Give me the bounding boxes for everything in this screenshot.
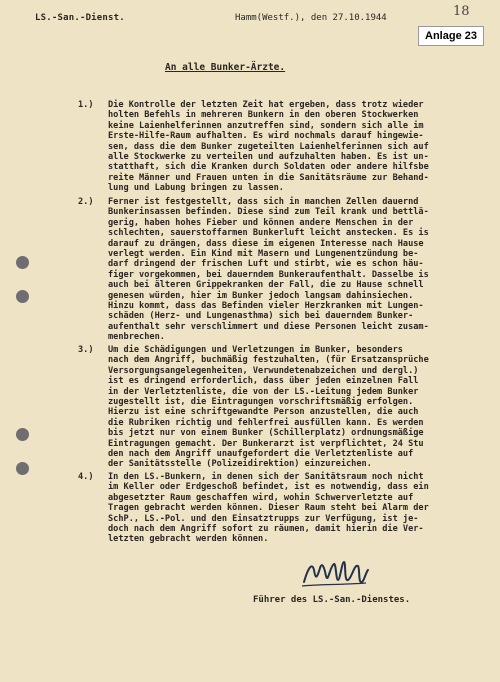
punch-hole: [16, 256, 29, 269]
punch-hole: [16, 428, 29, 441]
paragraph-text: Um die Schädigungen und Verletzungen im Bunker, besonders nach dem Angriff, buchmäßig festzuhalten, (für Ersatzansprüche Versorgungsangelegenheiten, Verwundetenabzeichen und dergl.) ist es dringend erforderlich, dass über jeden einzelnen Fall in der Verletztenliste, die von der LS.-Leitung jedem Bunker zugestellt ist, die Eintragungen vorschriftsmäßig erfolgen. Hierzu ist eine schriftgewandte Person anzustellen, die auch die Rubriken richtig und fehlerfrei ausfüllen kann. Es werden bis jetzt nur von einem Bunker (Schillerplatz) ordnungsmäßige Eintragungen gemacht. Der Bunkerarzt ist verpflichtet, 24 Stu den nach dem Angriff unaufgefordert die Verletztenliste auf der Sanitätsstelle (Polizeidirektion) einzureichen.: [108, 345, 429, 470]
paragraph-number: 2.): [78, 197, 94, 207]
unit-header: LS.-San.-Dienst.: [35, 13, 125, 23]
paragraph-text: Ferner ist festgestellt, dass sich in manchen Zellen dauernd Bunkerinsassen befinden. Diese sind zum Teil krank und bettlä- gerig, haben hohes Fieber und können andere Menschen in der schlechten, sauerstoffarmen Bunkerluft leicht anstecken. Es is darauf zu drängen, dass diese im eigenen Interesse nach Hause verlegt werden. Ein Kind mit Masern und Lungenentzündung be- darf dringend der frischen Luft und stirbt, wie es schon häu- figer vorgekommen, bei dauerndem Bunkeraufenthalt. Dasselbe is auch bei älteren Grippekranken der Fall, die zu Hause schnell genesen würden, hier im Bunker jedoch langsam dahinsiechen. Hinzu kommt, dass das Befinden vieler Herzkranken mit Lungen- schäden (Herz- und Lungenasthma) sich bei dauerndem Bunker- aufenthalt sehr verschlimmert und diese Personen leicht zusam- menbrechen.: [108, 197, 429, 343]
paragraph-text: Die Kontrolle der letzten Zeit hat ergeben, dass trotz wieder holten Befehls in mehreren Bunkern in den oberen Stockwerken keine Laienhelferinnen anzutreffen sind, sondern sich alle im Erste-Hilfe-Raum aufhalten. Es wird nochmals darauf hingewie- sen, dass die dem Bunker zugeteilten Laienhelferinnen sich auf alle Stockwerke zu verteilen und aufzuhalten haben. Es ist un- statthaft, sich die Kranken durch Soldaten oder andere hilfsbe reite Männer und Frauen unten in die Sanitätsräume zur Behand- lung und Labung bringen zu lassen.: [108, 100, 429, 194]
paragraph-number: 3.): [78, 345, 94, 355]
paragraph-number: 4.): [78, 472, 94, 482]
paragraph-number: 1.): [78, 100, 94, 110]
paragraph-4: [78, 472, 494, 545]
page-number: 18: [453, 4, 470, 19]
place-date: Hamm(Westf.), den 27.10.1944: [235, 13, 387, 23]
handwritten-signature: [300, 558, 370, 590]
document-title: An alle Bunker-Ärzte.: [165, 62, 286, 73]
paragraph-3: [78, 345, 494, 470]
paragraph-2: [78, 197, 494, 343]
paragraph-text: In den LS.-Bunkern, in denen sich der Sanitätsraum noch nicht im Keller oder Erdgeschoß befindet, ist es notwendig, dass ein abgesetzter Raum geschaffen wird, wohin Schwerverletzte auf Tragen gebracht werden können. Dieser Raum steht bei Alarm der SchP., LS.-Pol. und den Einsatztrupps zur Verfügung, ist je- doch nach dem Angriff sofort zu räumen, damit hierin die Ver- letzten gebracht werden können.: [108, 472, 429, 545]
punch-hole: [16, 290, 29, 303]
signature-title: Führer des LS.-San.-Dienstes.: [253, 595, 411, 605]
punch-hole: [16, 462, 29, 475]
attachment-label: Anlage 23: [418, 26, 484, 46]
paragraph-1: [78, 100, 494, 194]
